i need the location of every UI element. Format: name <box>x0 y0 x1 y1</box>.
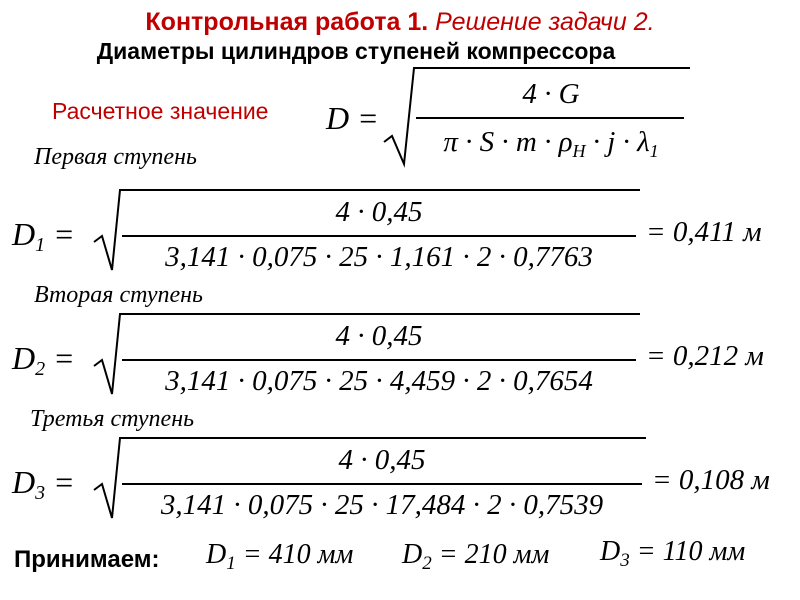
stage-3-var: D <box>12 464 36 500</box>
stage-2-numerator: 4 · 0,45 <box>335 320 423 352</box>
stage-1-sub: 1 <box>35 234 46 256</box>
title-bold: Контрольная работа 1. <box>145 8 429 36</box>
stage-2-result: = 0,212 м <box>646 340 764 372</box>
stage-2-denominator: 3,141 · 0,075 · 25 · 4,459 · 2 · 0,7654 <box>165 365 593 397</box>
lambda-symbol: λ <box>637 126 650 158</box>
stage-2-label: Вторая ступень <box>34 282 203 308</box>
accepted-d2-sub: 2 <box>422 553 432 574</box>
accepted-d1-sub: 1 <box>226 553 236 574</box>
stage-3-label: Третья ступень <box>30 406 195 432</box>
stage-2-var: D <box>12 340 36 376</box>
den-j: · j · <box>585 126 638 158</box>
stage-3-result: = 0,108 м <box>652 464 770 496</box>
stage-3-denominator: 3,141 · 0,075 · 25 · 17,484 · 2 · 0,7539 <box>160 489 604 521</box>
accepted-d1-value: = 410 мм <box>235 539 354 570</box>
formula-lhs: D = <box>326 100 379 136</box>
accepted-d3 <box>600 538 745 570</box>
accepted-d2-value: = 210 мм <box>431 539 550 570</box>
stage-1-var: D <box>12 216 36 252</box>
accepted-d2 <box>402 541 549 573</box>
stage-3-numerator: 4 · 0,45 <box>338 444 426 476</box>
stage-1-eq: = <box>45 216 75 252</box>
accepted-d2-var: D <box>402 539 423 570</box>
accepted-label: Принимаем: <box>14 546 160 573</box>
formula-numerator: 4 · G <box>522 78 580 110</box>
den-mid: · S · m · <box>457 126 559 158</box>
rho-sub: H <box>572 141 586 161</box>
stage-1-result: = 0,411 м <box>646 216 762 248</box>
pi-symbol: π <box>443 126 458 158</box>
accepted-d1 <box>206 541 353 573</box>
formula-label: Расчетное значение <box>52 98 269 124</box>
stage-1-numerator: 4 · 0,45 <box>335 196 423 228</box>
stage-2-sub: 2 <box>35 358 46 380</box>
title-italic: Решение задачи 2. <box>435 8 655 36</box>
accepted-d3-var: D <box>600 536 621 567</box>
lambda-sub: 1 <box>649 141 659 161</box>
stage-1-denominator: 3,141 · 0,075 · 25 · 1,161 · 2 · 0,7763 <box>165 241 593 273</box>
stage-2-eq: = <box>45 340 75 376</box>
slide-subtitle: Диаметры цилиндров ступеней компрессора <box>96 38 616 64</box>
rho-symbol: ρ <box>558 126 573 158</box>
stage-3-sub: 3 <box>35 482 46 504</box>
stage-1-label: Первая ступень <box>34 144 197 170</box>
accepted-d3-value: = 110 мм <box>629 536 746 567</box>
accepted-d1-var: D <box>206 539 227 570</box>
stage-3-eq: = <box>45 464 75 500</box>
accepted-d3-sub: 3 <box>620 550 630 571</box>
